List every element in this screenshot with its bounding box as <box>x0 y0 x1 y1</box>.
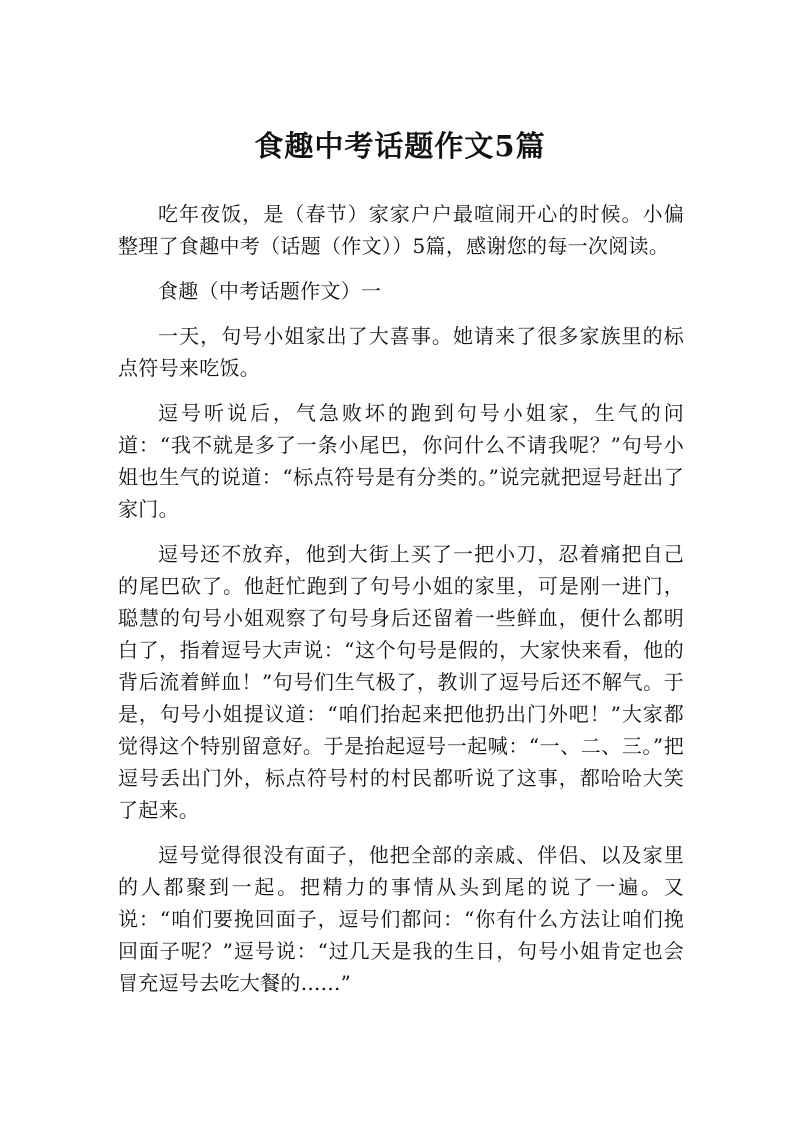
section-heading: 食趣（中考话题作文）一 <box>158 279 382 303</box>
body-paragraph: 逗号还不放弃，他到大街上买了一把小刀，忍着痛把自己的尾巴砍了。他赶忙跑到了句号小姐的家里，可是刚一进门，聪慧的句号小姐观察了句号身后还留着一些鲜血，便什么都明白了，指着逗号大声说：“这个句号是假的，大家快来看，他的背后流着鲜血！”句号们生气极了，教训了逗号后还不解气。于是，句号小姐提议道：“咱们抬起来把他扔出门外吧！”大家都觉得这个特别留意好。于是抬起逗号一起喊：“一、二、三。”把逗号丢出门外，标点符号村的村民都听说了这事，都哈哈大笑了起来。 <box>118 542 684 822</box>
body-paragraph: 逗号觉得很没有面子，他把全部的亲戚、伴侣、以及家里的人都聚到一起。把精力的事情从头到尾的说了一遍。又说：“咱们要挽回面子，逗号们都问：“你有什么方法让咱们挽回面子呢？”逗号说：“过几天是我的生日，句号小姐肯定也会冒充逗号去吃大餐的......” <box>118 843 684 995</box>
body-paragraph: 逗号听说后，气急败坏的跑到句号小姐家，生气的问道：“我不就是多了一条小尾巴，你问什么不请我呢？”句号小姐也生气的说道：“标点符号是有分类的。”说完就把逗号赶出了家门。 <box>118 401 684 521</box>
document-title: 食趣中考话题作文5篇 <box>254 129 546 163</box>
intro-paragraph: 吃年夜饭，是（春节）家家户户最喧闹开心的时候。小偏整理了食趣中考（话题（作文））5篇，感谢您的每一次阅读。 <box>118 202 684 258</box>
body-paragraph: 一天，句号小姐家出了大喜事。她请来了很多家族里的标点符号来吃饭。 <box>118 324 684 380</box>
document-body <box>118 198 684 1012</box>
